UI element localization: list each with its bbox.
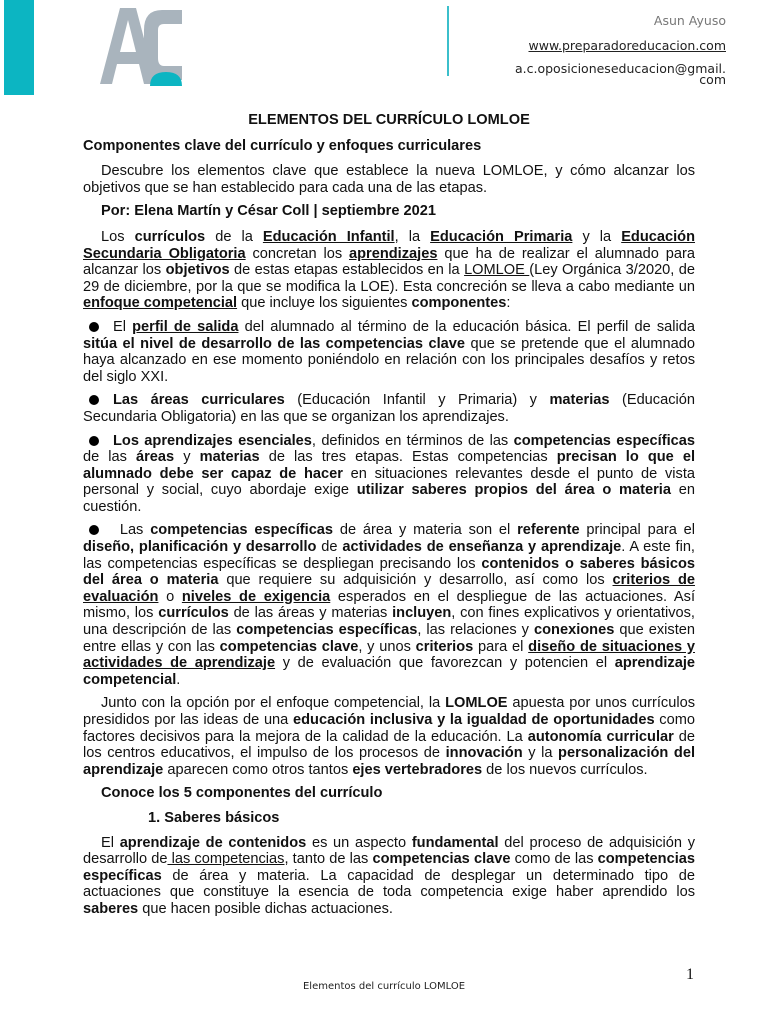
website-link[interactable]: www.preparadoreducacion.com (528, 38, 726, 53)
section-heading: Conoce los 5 componentes del currículo (101, 785, 383, 802)
contact-block (515, 13, 726, 85)
bullet-icon (89, 395, 99, 405)
paragraph-lomloe: Junto con la opción por el enfoque competencial, la LOMLOE apuesta por unos currículos presididos por las ideas de una educación inclusiva y la igualdad de oportunidades como factores decisivos para la mejora de la calidad de la educación. La autonomía curricular de los centros educativos, el impulso de los procesos de innovación y la personalización del aprendizaje aparecen como otros tantos ejes vertebradores de los nuevos currículos. (83, 695, 696, 778)
paragraph-saberes: El aprendizaje de contenidos es un aspecto fundamental del proceso de adquisición y desarrollo de las competencias, tanto de las competencias clave como de las competencias específicas de área y materia. La capacidad de desplegar un determinado tipo de actuaciones que constituye la esencia de toda competencia exige haber aprendido los saberes que hacen posible dichas actuaciones. (83, 834, 696, 917)
page-subtitle: Componentes clave del currículo y enfoques curriculares (83, 137, 482, 154)
email-address[interactable]: a.c.oposicioneseducacion@gmail. com (515, 61, 726, 87)
byline: Por: Elena Martín y César Coll | septiembre 2021 (101, 203, 437, 220)
page-footer: Elementos del currículo LOMLOE (302, 981, 466, 992)
list-item-areas: Las áreas curriculares (Educación Infantil y Primaria) y materias (Educación Secundaria Obligatoria) en las que se organizan los aprendizajes. (83, 392, 695, 425)
list-item-perfil: El perfil de salida del alumnado al término de la educación básica. El perfil de salida sitúa el nivel de desarrollo de las competencias clave que se pretende que el alumnado haya alcanzado en ese momento poniéndolo en relación con los principales desafíos y retos del siglo XXI. (83, 318, 695, 385)
page-number: 1 (686, 966, 694, 983)
ac-logo (98, 4, 184, 86)
page-title: ELEMENTOS DEL CURRÍCULO LOMLOE (248, 112, 530, 128)
document-body (83, 112, 695, 925)
author-name: Asun Ayuso (653, 13, 726, 28)
intro-paragraph: Descubre los elementos clave que establece la nueva LOMLOE, y cómo alcanzar los objetivos que se han establecido para cada una de las etapas. (83, 163, 695, 196)
bullet-icon (89, 525, 99, 535)
bullet-icon (89, 436, 99, 446)
subsection-heading: 1. Saberes básicos (148, 809, 280, 826)
list-item-competencias: Las competencias específicas de área y materia son el referente principal para el diseño, planificación y desarrollo de actividades de enseñanza y aprendizaje. A este fin, las competencias específicas se despliegan precisando los contenidos o saberes básicos del área o materia que requiere su adquisición y desarrollo, así como los criterios de evaluación o niveles de exigencia esperados en el despliegue de las actuaciones. Así mismo, los currículos de las áreas y materias incluyen, con fines explicativos y orientativos, una descripción de las competencias específicas, las relaciones y conexiones que existen entre ellas y con las competencias clave, y unos criterios para el diseño de situaciones y actividades de aprendizaje y de evaluación que favorezcan y potencien el aprendizaje competencial. (83, 522, 696, 688)
header-accent-bar (4, 0, 34, 95)
header-divider (447, 6, 449, 76)
bullet-icon (89, 322, 99, 332)
list-item-aprendizajes: Los aprendizajes esenciales, definidos en términos de las competencias específicas de las áreas y materias de las tres etapas. Estas competencias precisan lo que el alumnado debe ser capaz de hacer en situaciones relevantes desde el punto de vista personal y social, cuyo abordaje exige utilizar saberes propios del área o materia en cuestión. (83, 432, 696, 515)
paragraph-curriculos: Los currículos de la Educación Infantil, la Educación Primaria y la Educación Secundaria Obligatoria concretan los aprendizajes que ha de realizar el alumnado para alcanzar los objetivos de estas etapas establecidos en la LOMLOE (Ley Orgánica 3/2020, de 29 de diciembre, por la que se modifica la LOE). Esta concreción se lleva a cabo mediante un enfoque competencial que incluye los siguientes componentes: (83, 228, 696, 312)
